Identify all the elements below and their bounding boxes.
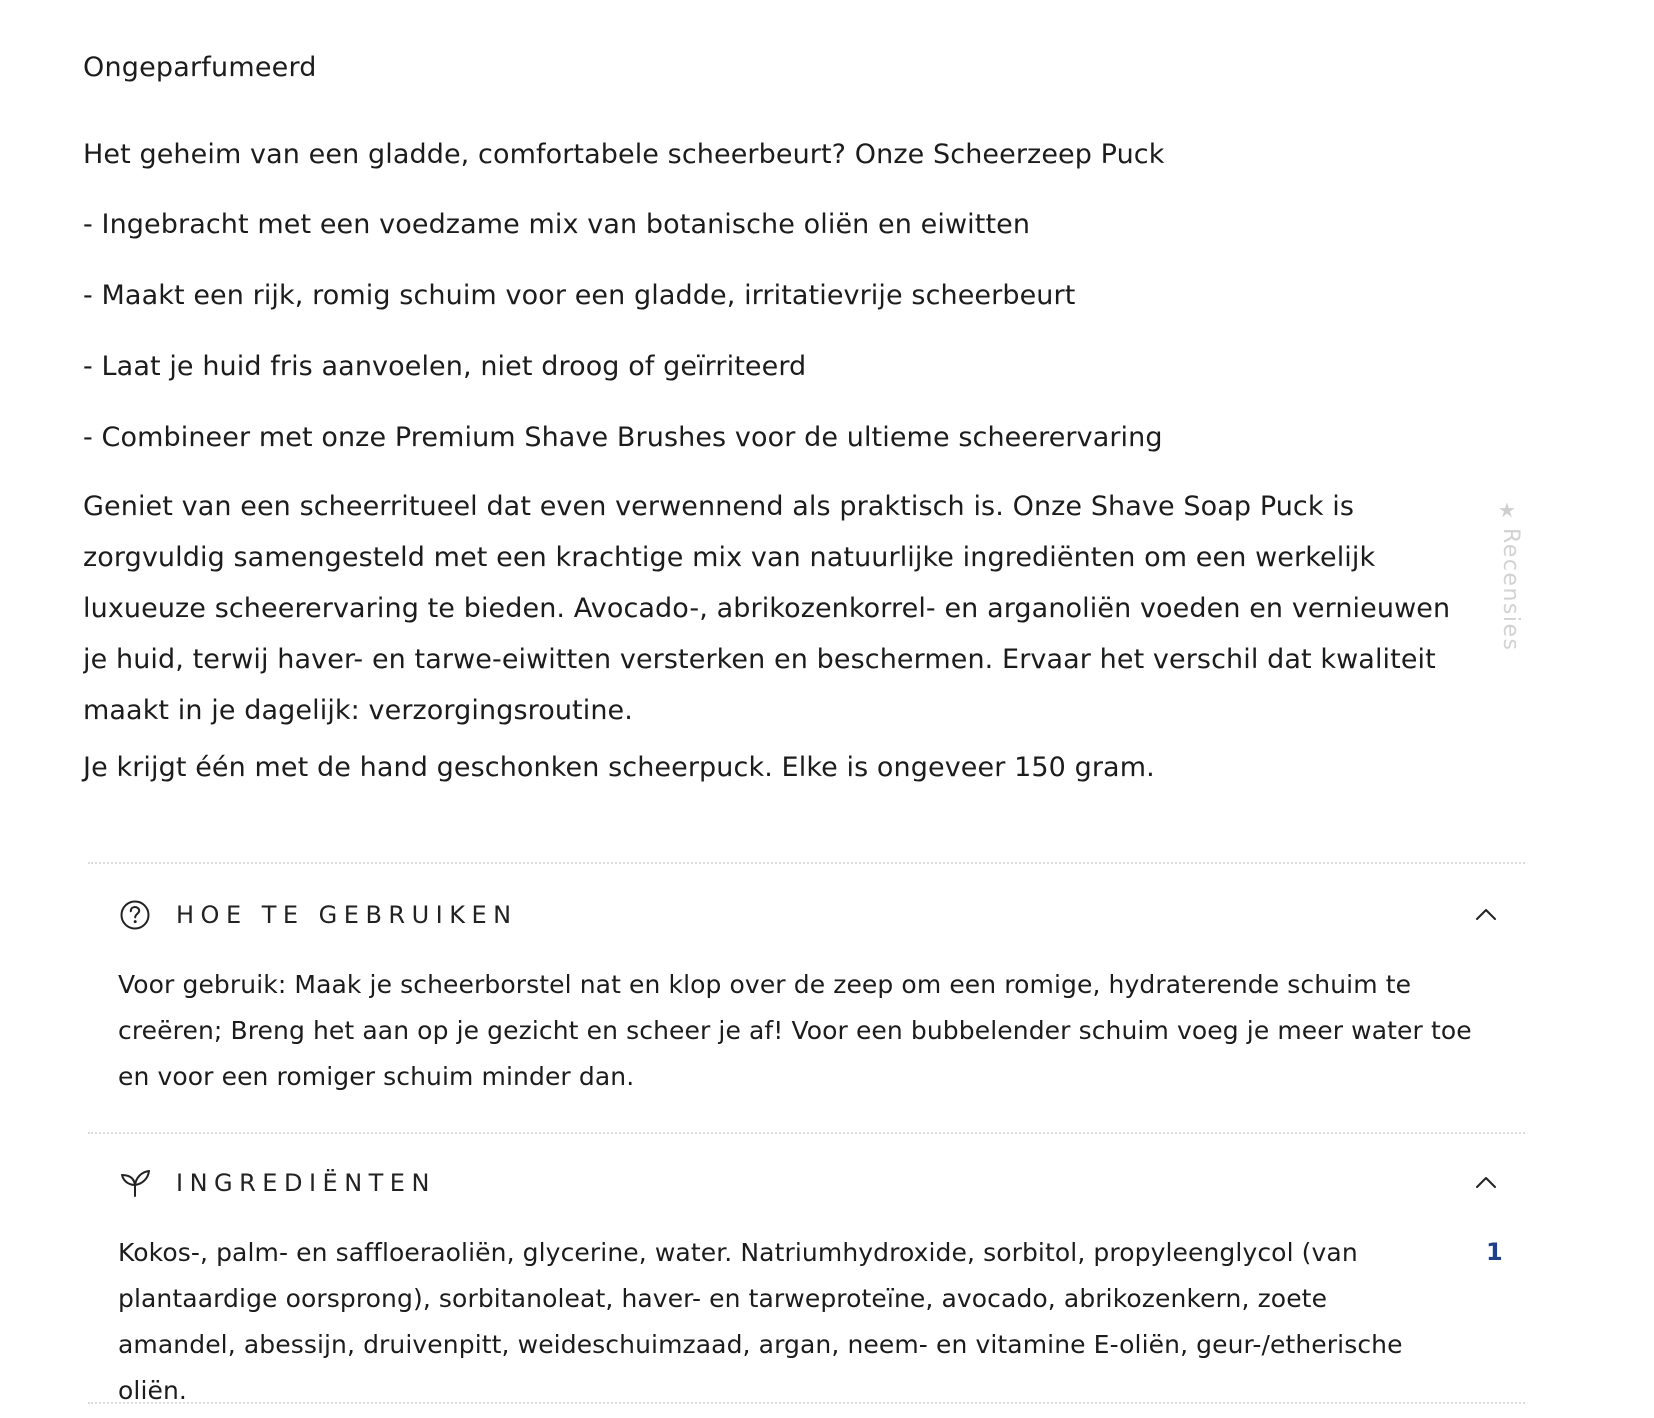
usage-accordion-body: Voor gebruik: Maak je scheerborstel nat en klop over de zeep om een romige, hydraterende schuim te creëren; Breng het aan op je gezicht en scheer je af! Voor een bubbelender schuim voeg je meer water toe en voor een romiger schuim minder dan. [118,970,1472,1091]
ingredients-accordion-title: INGREDIËNTEN [176,1169,436,1197]
description-bullet: - Laat je huid fris aanvoelen, niet droog of geïrriteerd [83,351,807,382]
description-bullet: - Ingebracht met een voedzame mix van botanische oliën en eiwitten [83,209,1031,240]
description-bullet: - Maakt een rijk, romig schuim voor een gladde, irritatievrije scheerbeurt [83,280,1076,311]
ingredients-accordion-body: Kokos-, palm- en saffloeraoliën, glycerine, water. Natriumhydroxide, sorbitol, propyleenglycol (van plantaardige oorsprong), sorbitanoleat, haver- en tarweproteïne, avocado, abrikozenkern, zoete amandel, abessijn, druivenpitt, weideschuimzaad, argan, neem- en vitamine E-oliën, geur-/etherische oliën. [118,1238,1403,1405]
section-divider [88,862,1525,864]
section-divider [88,1402,1525,1404]
description-bullet: - Combineer met onze Premium Shave Brushes voor de ultieme scheerervaring [83,422,1163,453]
question-circle-icon [118,898,152,932]
usage-accordion-title: HOE TE GEBRUIKEN [176,901,518,929]
section-divider [88,1132,1525,1134]
chevron-up-icon[interactable] [1474,1171,1498,1195]
star-icon: ★ [1498,498,1516,522]
reviews-side-tab[interactable] [1493,498,1523,668]
chevron-up-icon[interactable] [1474,903,1498,927]
product-variant-label: Ongeparfumeerd [83,52,317,83]
footnote-marker[interactable]: 1 [1486,1238,1503,1266]
product-description [83,137,1473,786]
description-intro: Het geheim van een gladde, comfortabele scheerbeurt? Onze Scheerzeep Puck [83,139,1165,170]
leaf-sprout-icon [118,1166,152,1200]
usage-accordion-header[interactable] [118,895,1498,935]
reviews-tab-label: Recensies [1498,528,1523,652]
description-story: Geniet van een scheerritueel dat even verwennend als praktisch is. Onze Shave Soap Puck is zorgvuldig samengesteld met een krachtige mix van natuurlijke ingrediënten om een werkelijk luxueuze scheerervaring te bieden. Avocado-, abrikozenkorrel- en arganoliën voeden en vernieuwen je huid, terwij haver- en tarwe-eiwitten versterken en beschermen. Ervaar het verschil dat kwaliteit maakt in je dagelijk: verzorgingsroutine. [83,491,1451,726]
description-contents: Je krijgt één met de hand geschonken scheerpuck. Elke is ongeveer 150 gram. [83,752,1155,783]
ingredients-accordion-header[interactable] [118,1163,1498,1203]
